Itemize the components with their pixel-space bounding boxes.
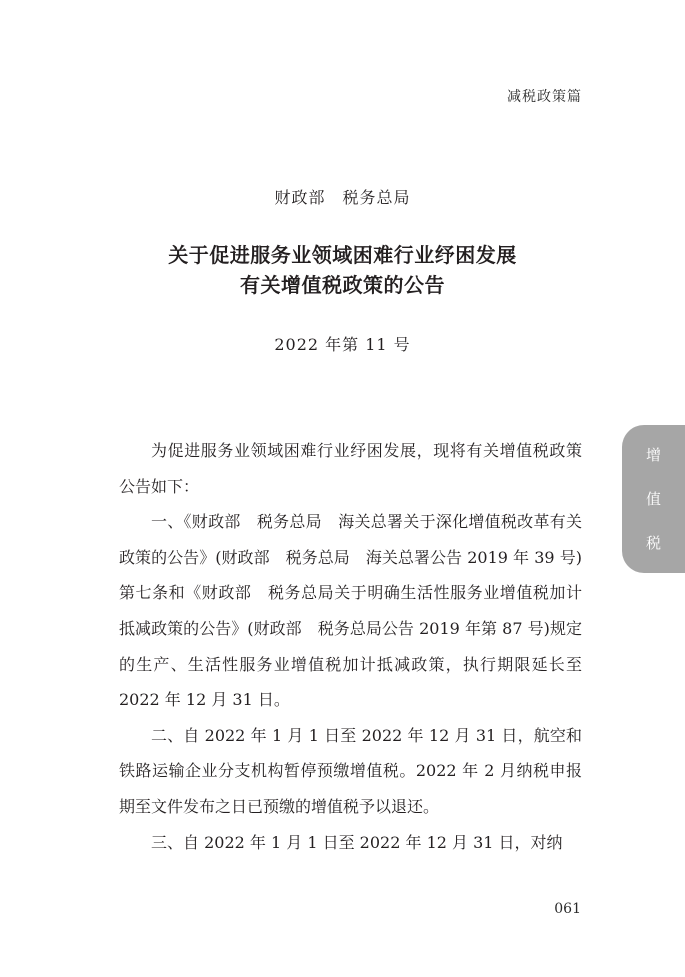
body-text bbox=[119, 433, 582, 860]
section-tab-char: 税 bbox=[645, 534, 661, 552]
document-title bbox=[0, 240, 685, 300]
paragraph-intro: 为促进服务业领域困难行业纾困发展，现将有关增值税政策公告如下： bbox=[119, 441, 582, 496]
title-line-2: 有关增值税政策的公告 bbox=[240, 273, 445, 297]
document-number: 2022 年第 11 号 bbox=[274, 335, 411, 354]
section-tab-char: 增 bbox=[645, 446, 661, 464]
paragraph-item-2: 二、自 2022 年 1 月 1 日至 2022 年 12 月 31 日，航空和铁路运输企业分支机构暂停预缴增值税。2022 年 2 月纳税申报期至文件发布之日已预缴的增值税予以退还。 bbox=[119, 725, 582, 816]
title-line-1: 关于促进服务业领域困难行业纾困发展 bbox=[168, 243, 517, 267]
page-number: 061 bbox=[554, 901, 581, 917]
section-tab-char: 值 bbox=[645, 490, 661, 508]
section-tab bbox=[622, 425, 685, 573]
running-header: 减税政策篇 bbox=[507, 89, 582, 105]
issuer: 财政部 税务总局 bbox=[274, 188, 411, 207]
paragraph-item-3: 三、自 2022 年 1 月 1 日至 2022 年 12 月 31 日，对纳 bbox=[151, 832, 563, 852]
paragraph-item-1: 一、《财政部 税务总局 海关总署关于深化增值税改革有关政策的公告》(财政部 税务总局 海关总署公告 2019 年 39 号)第七条和《财政部 税务总局关于明确生活性服务业增值税加计抵减政策的公告》(财政部 税务总局公告 2019 年第 87 号)规定的生产、生活性服务业增值税加计抵减政策，执行期限延长至 2022 年 12 月 31 日。 bbox=[119, 512, 582, 710]
